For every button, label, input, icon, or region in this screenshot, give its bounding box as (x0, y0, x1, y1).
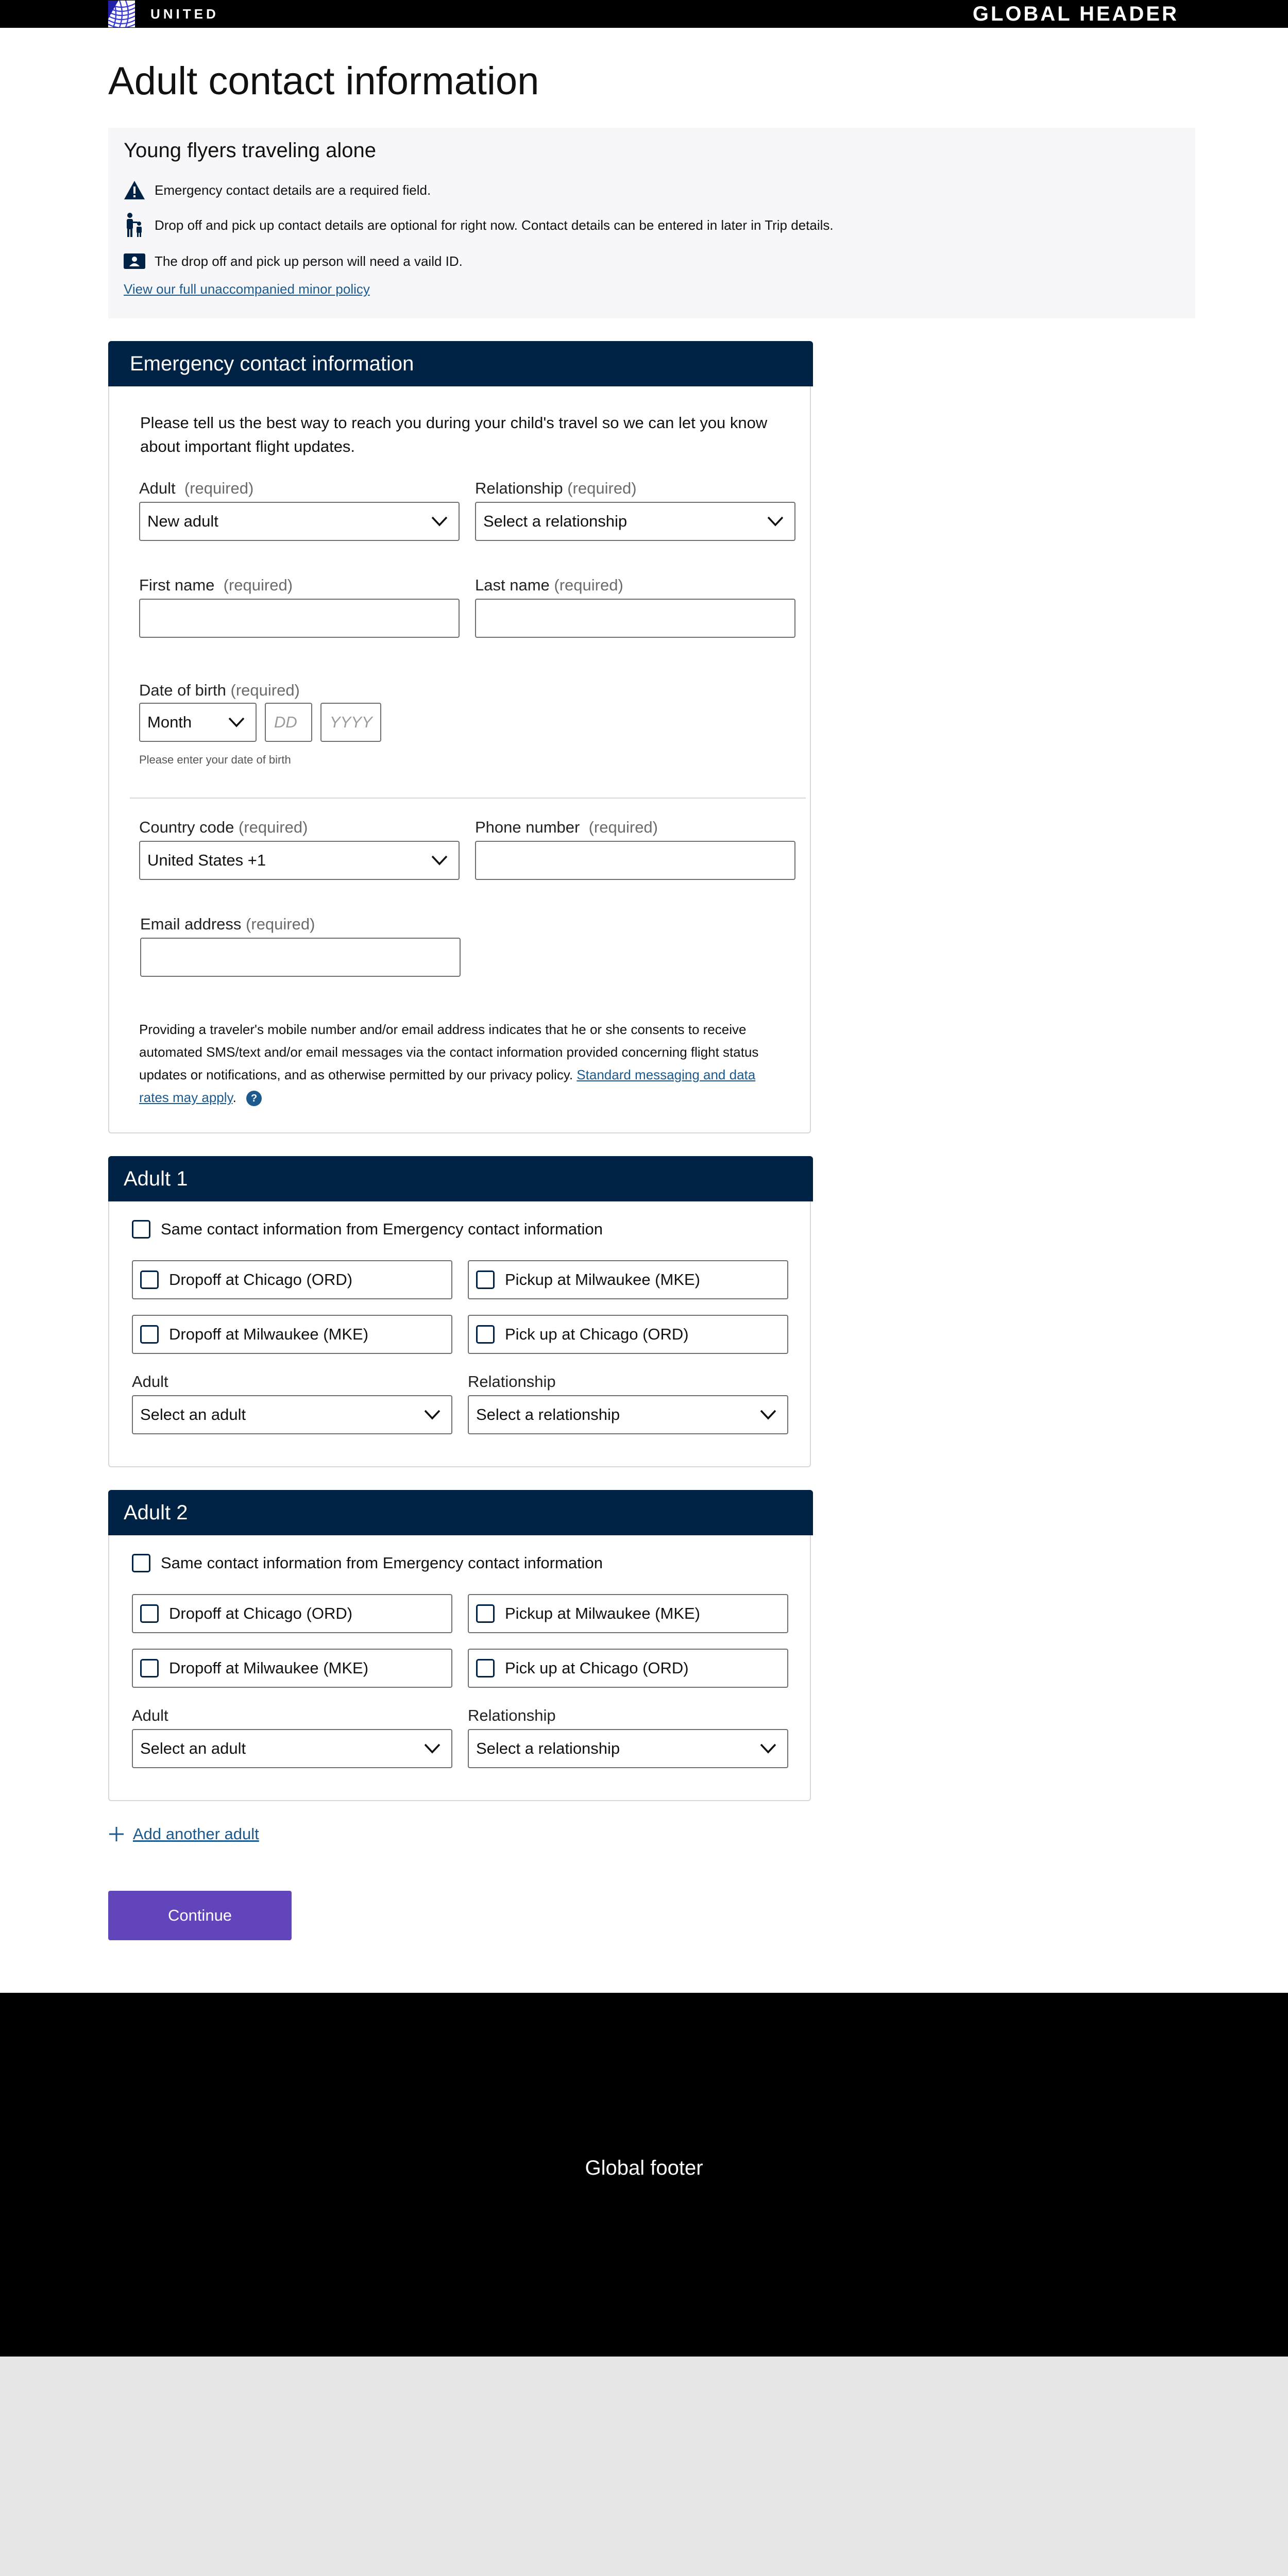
id-card-icon (124, 250, 145, 272)
chevron-down-icon (423, 1742, 441, 1755)
dob-year-input[interactable]: YYYY (320, 703, 381, 742)
adult-select[interactable]: New adult (139, 502, 460, 541)
checkbox-icon (140, 1325, 159, 1344)
pickup-chicago-checkbox[interactable]: Pick up at Chicago (ORD) (468, 1315, 788, 1354)
dropoff-chicago-checkbox[interactable]: Dropoff at Chicago (ORD) (132, 1260, 452, 1299)
divider (130, 798, 806, 799)
info-item-text: The drop off and pick up person will need a vaild ID. (155, 253, 463, 269)
first-name-label: First name (required) (139, 576, 293, 594)
warning-icon (124, 179, 145, 201)
same-contact-checkbox[interactable]: Same contact information from Emergency contact information (132, 1554, 603, 1572)
last-name-label: Last name (required) (475, 576, 623, 594)
dob-month-select[interactable]: Month (139, 703, 257, 742)
dob-day-input[interactable]: DD (265, 703, 312, 742)
emergency-contact-card (108, 341, 811, 1133)
checkbox-icon (476, 1604, 495, 1623)
globe-logo-icon (108, 1, 135, 27)
checkbox-icon (140, 1270, 159, 1289)
date-of-birth-label: Date of birth (required) (139, 681, 300, 699)
adult-label: Adult (132, 1706, 168, 1724)
relationship-select[interactable]: Select a relationship (468, 1729, 788, 1768)
global-header (0, 0, 1288, 28)
adult-2-heading: Adult 2 (108, 1490, 813, 1535)
relationship-select[interactable]: Select a relationship (475, 502, 795, 541)
phone-number-input[interactable] (475, 841, 795, 880)
continue-button[interactable]: Continue (108, 1891, 292, 1940)
phone-number-label: Phone number (required) (475, 818, 658, 836)
adult-child-icon (124, 214, 145, 236)
header-label: GLOBAL HEADER (972, 2, 1179, 25)
logo-text: UNITED (150, 6, 219, 22)
page-title: Adult contact information (108, 59, 539, 103)
global-footer (0, 1993, 1288, 2357)
adult-label: Adult (132, 1372, 168, 1391)
main-content (0, 28, 1288, 1993)
info-item (124, 179, 431, 201)
info-item (124, 250, 463, 272)
checkbox-icon (132, 1554, 150, 1572)
first-name-input[interactable] (139, 599, 460, 638)
checkbox-icon (132, 1220, 150, 1239)
relationship-select[interactable]: Select a relationship (468, 1395, 788, 1434)
checkbox-icon (140, 1659, 159, 1677)
footer-label: Global footer (585, 2157, 703, 2179)
dropoff-milwaukee-checkbox[interactable]: Dropoff at Milwaukee (MKE) (132, 1315, 452, 1354)
adult-1-card (108, 1156, 811, 1467)
checkbox-icon (140, 1604, 159, 1623)
relationship-label: Relationship (468, 1372, 556, 1391)
emergency-contact-heading: Emergency contact information (108, 341, 813, 386)
pickup-milwaukee-checkbox[interactable]: Pickup at Milwaukee (MKE) (468, 1594, 788, 1633)
adult-select[interactable]: Select an adult (132, 1729, 452, 1768)
info-item-text: Emergency contact details are a required field. (155, 182, 431, 198)
info-item (124, 214, 834, 236)
dob-hint: Please enter your date of birth (139, 753, 291, 766)
messaging-rates-link[interactable]: Standard messaging and data rates may apply (139, 1067, 756, 1105)
plus-icon (108, 1826, 125, 1842)
dropoff-chicago-checkbox[interactable]: Dropoff at Chicago (ORD) (132, 1594, 452, 1633)
last-name-input[interactable] (475, 599, 795, 638)
country-code-label: Country code (required) (139, 818, 308, 836)
checkbox-icon (476, 1659, 495, 1677)
united-logo[interactable] (108, 2, 219, 26)
chevron-down-icon (759, 1409, 777, 1421)
pickup-chicago-checkbox[interactable]: Pick up at Chicago (ORD) (468, 1649, 788, 1688)
chevron-down-icon (767, 515, 784, 528)
chevron-down-icon (759, 1742, 777, 1755)
chevron-down-icon (423, 1409, 441, 1421)
young-flyers-info (108, 128, 1195, 318)
chevron-down-icon (431, 854, 448, 867)
emergency-intro: Please tell us the best way to reach you during your child's travel so we can let you know about important flight updates. (140, 414, 768, 455)
checkbox-icon (476, 1270, 495, 1289)
country-code-select[interactable]: United States +1 (139, 841, 460, 880)
dropoff-milwaukee-checkbox[interactable]: Dropoff at Milwaukee (MKE) (132, 1649, 452, 1688)
adult-select[interactable]: Select an adult (132, 1395, 452, 1434)
help-icon[interactable]: ? (246, 1091, 262, 1106)
chevron-down-icon (228, 716, 245, 728)
pickup-milwaukee-checkbox[interactable]: Pickup at Milwaukee (MKE) (468, 1260, 788, 1299)
relationship-label: Relationship (required) (475, 479, 637, 497)
add-another-adult-link[interactable]: Add another adult (108, 1825, 259, 1843)
adult-2-card (108, 1490, 811, 1801)
checkbox-icon (476, 1325, 495, 1344)
sms-consent-disclaimer: Providing a traveler's mobile number and/or email address indicates that he or she consents to receive automated SMS/text and/or email messages via the contact information provided concerning flight status updates or notifications, and as otherwise permitted by our privacy policy. Standard messaging and data rates may apply. ? (139, 1018, 783, 1109)
chevron-down-icon (431, 515, 448, 528)
info-item-text: Drop off and pick up contact details are optional for right now. Contact details can be entered in later in Trip details. (155, 217, 834, 233)
relationship-label: Relationship (468, 1706, 556, 1724)
unaccompanied-minor-policy-link[interactable]: View our full unaccompanied minor policy (124, 281, 370, 297)
same-contact-checkbox[interactable]: Same contact information from Emergency contact information (132, 1220, 603, 1239)
email-address-input[interactable] (140, 938, 461, 977)
info-title: Young flyers traveling alone (124, 139, 376, 162)
email-address-label: Email address (required) (140, 915, 315, 933)
adult-label: Adult (required) (139, 479, 254, 497)
adult-1-heading: Adult 1 (108, 1156, 813, 1201)
